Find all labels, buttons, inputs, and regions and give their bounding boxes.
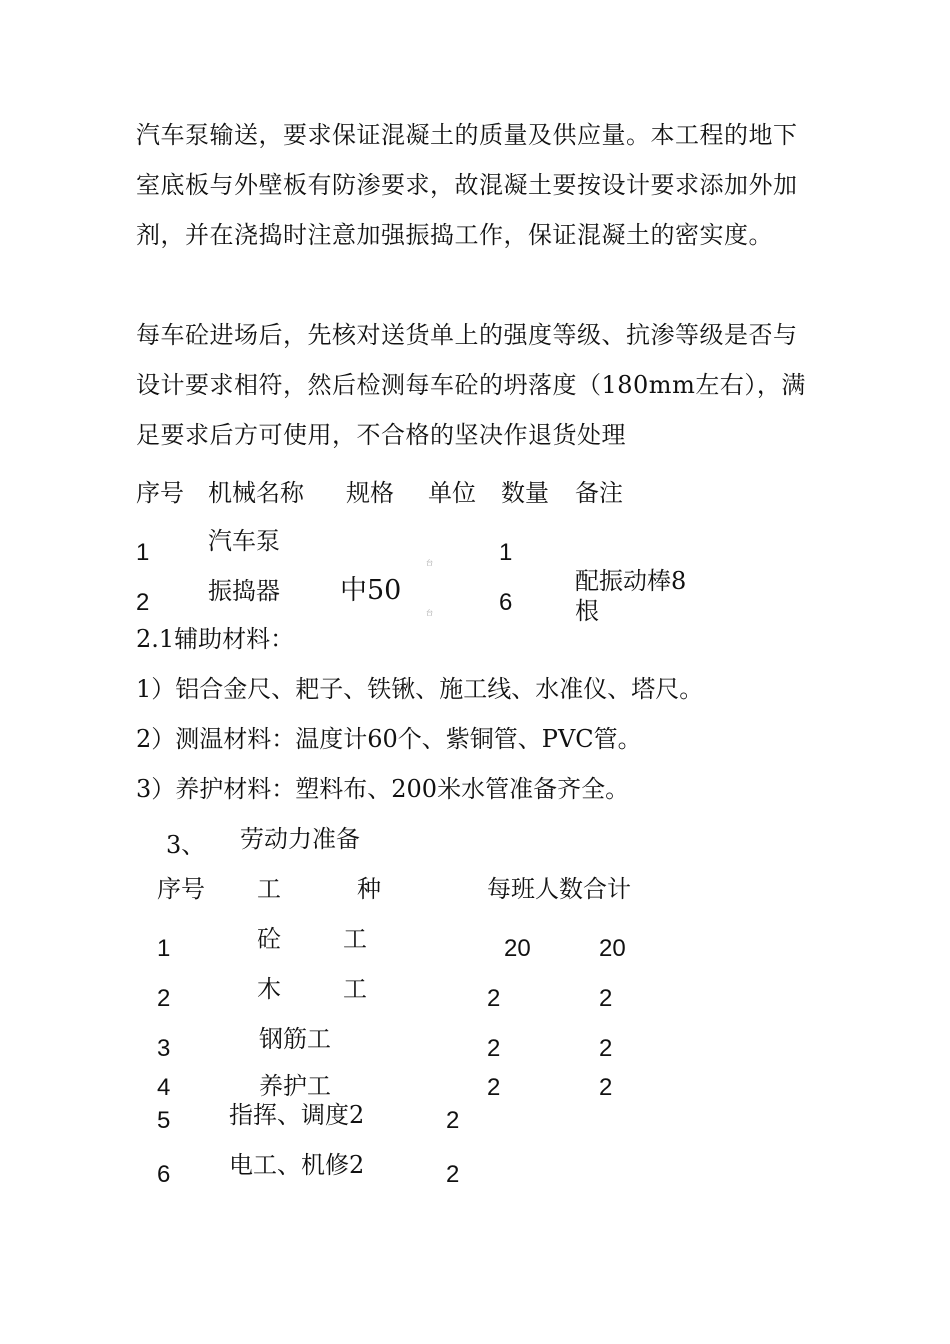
equipment-row-1-qty: 1 [499, 539, 513, 566]
labor-row-4-total: 2 [599, 1074, 613, 1101]
labor-row-4-type: 养护工 [259, 1072, 331, 1100]
labor-row-2-type-a: 木 [257, 975, 281, 1003]
equipment-header-unit: 单位 [428, 479, 476, 507]
labor-header-type-b: 种 [357, 875, 381, 903]
equipment-row-1-name: 汽车泵 [208, 527, 280, 555]
labor-row-5-type: 指挥、调度2 [229, 1101, 365, 1129]
labor-header-type-a: 工 [257, 875, 281, 903]
paragraph-concrete-supply: 汽车泵输送，要求保证混凝土的质量及供应量。本工程的地下室底板与外壁板有防渗要求，故混凝土要按设计要求添加外加剂，并在浇捣时注意加强振捣工作，保证混凝土的密实度。 [136, 121, 798, 249]
labor-row-5-total: 2 [446, 1107, 460, 1134]
equipment-row-2-spec: 中50 [340, 575, 402, 606]
labor-row-4-no: 4 [157, 1074, 171, 1101]
aux-materials-heading: 2.1辅助材料： [136, 625, 295, 653]
equipment-row-2-no: 2 [136, 589, 150, 616]
equipment-row-2-unit: 台 [426, 609, 433, 617]
labor-header-per-shift-total: 每班人数合计 [487, 875, 631, 903]
aux-materials-item-2: 2）测温材料：温度计60个、紫铜管、PVC管。 [136, 725, 642, 753]
labor-row-2-total: 2 [599, 985, 613, 1012]
labor-row-1-per-shift: 20 [504, 935, 531, 962]
equipment-row-1-unit: 台 [426, 559, 433, 567]
labor-row-2-no: 2 [157, 985, 171, 1012]
labor-row-1-type-b: 工 [343, 925, 367, 953]
labor-header-no: 序号 [157, 875, 205, 903]
labor-row-3-total: 2 [599, 1035, 613, 1062]
equipment-row-1-no: 1 [136, 539, 150, 566]
labor-row-6-no: 6 [157, 1161, 171, 1188]
labor-row-3-per-shift: 2 [487, 1035, 501, 1062]
equipment-header-name: 机械名称 [208, 479, 304, 507]
aux-materials-item-1: 1）铝合金尺、耙子、铁锹、施工线、水准仪、塔尺。 [136, 675, 704, 703]
labor-row-3-no: 3 [157, 1035, 171, 1062]
labor-row-2-per-shift: 2 [487, 985, 501, 1012]
labor-row-1-total: 20 [599, 935, 626, 962]
equipment-header-note: 备注 [575, 479, 623, 507]
labor-row-6-type: 电工、机修2 [229, 1151, 365, 1179]
equipment-header-qty: 数量 [501, 479, 549, 507]
paragraph-concrete-inspection: 每车砼进场后，先核对送货单上的强度等级、抗渗等级是否与设计要求相符，然后检测每车砼的坍落度（180mm左右），满足要求后方可使用，不合格的坚决作退货处理 [136, 321, 806, 449]
labor-heading: 劳动力准备 [240, 825, 360, 853]
equipment-row-2-note-text: 配振动棒8根 [575, 567, 687, 625]
labor-row-6-total: 2 [446, 1161, 460, 1188]
labor-row-4-per-shift: 2 [487, 1074, 501, 1101]
labor-heading-number: 3、 [166, 831, 206, 859]
equipment-header-spec: 规格 [346, 479, 394, 507]
equipment-header-no: 序号 [136, 479, 184, 507]
equipment-row-2-note [575, 566, 705, 625]
labor-row-2-type-b: 工 [343, 975, 367, 1003]
labor-row-3-type: 钢筋工 [259, 1025, 331, 1053]
labor-row-5-no: 5 [157, 1107, 171, 1134]
equipment-row-2-name: 振捣器 [208, 577, 280, 605]
equipment-row-2-qty: 6 [499, 589, 513, 616]
labor-row-1-no: 1 [157, 935, 171, 962]
labor-row-1-type-a: 砼 [257, 925, 281, 953]
aux-materials-item-3: 3）养护材料：塑料布、200米水管准备齐全。 [136, 775, 630, 803]
